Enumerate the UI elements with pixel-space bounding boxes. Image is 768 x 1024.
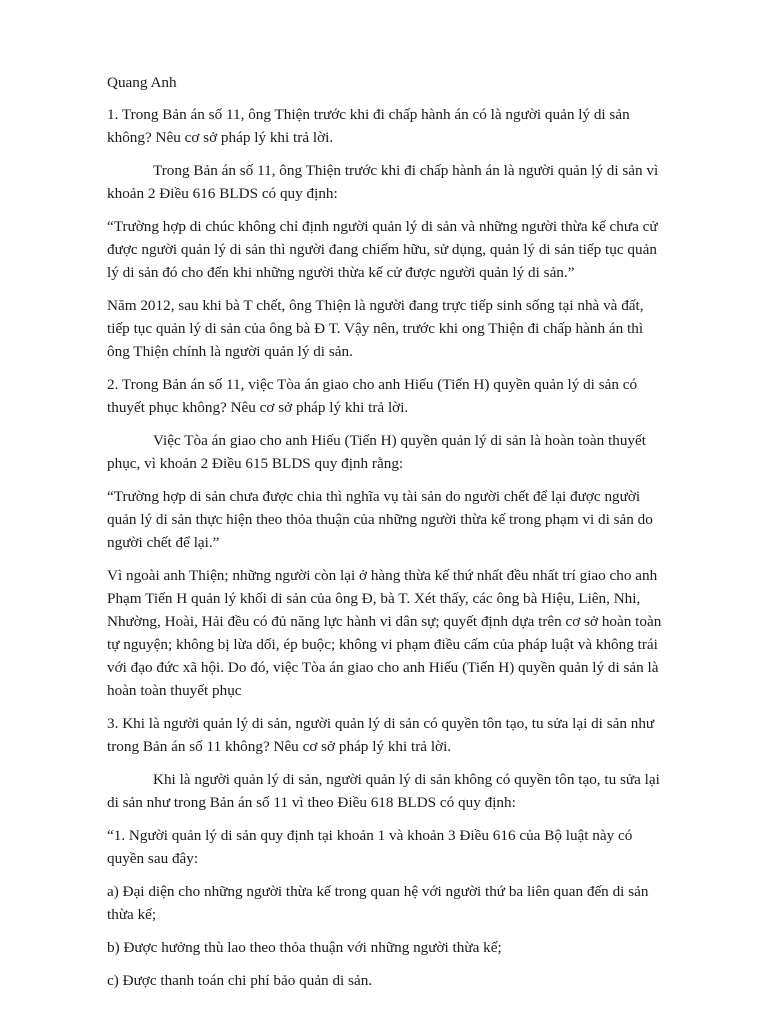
answer-2-reasoning: Vì ngoài anh Thiện; những người còn lại ở hàng thừa kế thứ nhất đều nhất trí giao cho anh Phạm Tiến H quản lý khối di sản của ông Đ, bà T. Xét thấy, các ông bà Hiệu, Liên, Nhi, Nhường, Hoài, Hải đều có đủ năng lực hành vi dân sự; quyết định dựa trên cơ sở hoàn toàn tự nguyện; không bị lừa dối, ép buộc; không vi phạm điều cấm của pháp luật và không trái với đạo đức xã hội. Do đó, việc Tòa án giao cho anh Hiếu (Tiến H) quyền quản lý di sản là hoàn toàn thuyết phục	[107, 567, 662, 699]
document-body	[107, 71, 669, 1002]
legal-quote-item-c: c) Được thanh toán chi phí bảo quản di sản.	[107, 972, 373, 989]
legal-quote-item-a: a) Đại diện cho những người thừa kế trong quan hệ với người thứ ba liên quan đến di sản thừa kế;	[107, 883, 649, 923]
legal-quote-article-618: “1. Người quản lý di sản quy định tại khoản 1 và khoản 3 Điều 616 của Bộ luật này có quyền sau đây:	[107, 827, 633, 867]
legal-quote-article-616: “Trường hợp di chúc không chỉ định người quản lý di sản và những người thừa kế chưa cử được người quản lý di sản thì người đang chiếm hữu, sử dụng, quản lý di sản tiếp tục quản lý di sản đó cho đến khi những người thừa kế cử được người quản lý di sản.”	[107, 218, 658, 281]
answer-1-reasoning: Năm 2012, sau khi bà T chết, ông Thiện là người đang trực tiếp sinh sống tại nhà và đất, tiếp tục quản lý di sản của ông bà Đ T. Vậy nên, trước khi ong Thiện đi chấp hành án thì ông Thiện chính là người quản lý di sản.	[107, 297, 644, 360]
answer-3-intro: Khi là người quản lý di sản, người quản lý di sản không có quyền tôn tạo, tu sửa lại di sản như trong Bản án số 11 vì theo Điều 618 BLDS có quy định:	[107, 771, 660, 811]
question-3: 3. Khi là người quản lý di sản, người quản lý di sản có quyền tôn tạo, tu sửa lại di sản như trong Bản án số 11 không? Nêu cơ sở pháp lý khi trả lời.	[107, 715, 655, 755]
question-1: 1. Trong Bản án số 11, ông Thiện trước khi đi chấp hành án có là người quản lý di sản không? Nêu cơ sở pháp lý khi trả lời.	[107, 106, 630, 146]
author-name: Quang Anh	[107, 74, 177, 91]
legal-quote-item-b: b) Được hưởng thù lao theo thỏa thuận với những người thừa kế;	[107, 939, 502, 956]
answer-2-intro: Việc Tòa án giao cho anh Hiếu (Tiến H) quyền quản lý di sản là hoàn toàn thuyết phục, vì khoản 2 Điều 615 BLDS quy định rằng:	[107, 432, 646, 472]
answer-1-intro: Trong Bản án số 11, ông Thiện trước khi đi chấp hành án là người quản lý di sản vì khoản 2 Điều 616 BLDS có quy định:	[107, 162, 659, 202]
legal-quote-article-615: “Trường hợp di sản chưa được chia thì nghĩa vụ tài sản do người chết để lại được người quản lý di sản thực hiện theo thỏa thuận của những người thừa kế trong phạm vi di sản do người chết để lại.”	[107, 488, 653, 551]
question-2: 2. Trong Bản án số 11, việc Tòa án giao cho anh Hiếu (Tiến H) quyền quản lý di sản có thuyết phục không? Nêu cơ sở pháp lý khi trả lời.	[107, 376, 638, 416]
